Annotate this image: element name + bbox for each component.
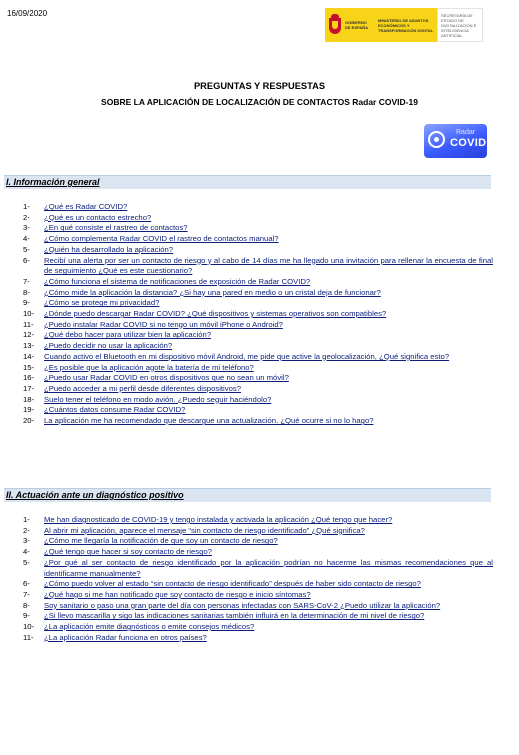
faq-item [23,256,493,277]
faq-number: 11- [23,319,34,329]
faq-question-link[interactable]: Me han diagnosticado de COVID-19 y tengo instalada y activada la aplicación ¿Qué tengo que hacer? [44,515,393,524]
faq-item [23,558,493,579]
faq-number: 6- [23,579,30,589]
faq-number: 19- [23,405,35,415]
faq-question-link[interactable]: Suelo tener el teléfono en modo avión. ¿Puedo seguir haciéndolo? [44,394,272,404]
faq-question-link[interactable]: ¿Puedo acceder a mi perfil desde diferentes dispositivos? [44,383,241,393]
section-header-diagnosis [4,488,491,502]
radar-covid-logo [424,124,487,158]
faq-question-link[interactable]: Soy sanitario o paso una gran parte del día con personas infectadas con SARS-CoV-2 ¿Puedo utilizar la aplicación? [44,600,441,610]
faq-item [23,633,493,644]
faq-question-link[interactable]: ¿Cuántos datos consume Radar COVID? [44,405,186,415]
faq-number: 13- [23,341,35,351]
faq-number: 5- [23,244,30,254]
faq-item [23,277,493,288]
faq-number: 1- [23,202,30,211]
faq-number: 3- [23,223,30,233]
faq-number: 10- [23,622,35,632]
faq-question-link[interactable]: ¿Dónde puedo descargar Radar COVID? ¿Qué dispositivos y sistemas operativos son compatibles? [44,309,387,319]
page-title: PREGUNTAS Y RESPUESTAS [193,81,326,91]
faq-question-link[interactable]: ¿Cómo puedo volver al estado “sin contacto de riesgo identificado” después de haber sido contacto de riesgo? [44,579,421,589]
faq-number: 9- [23,298,30,308]
faq-item [23,536,493,547]
faq-question-link[interactable]: Al abrir mi aplicación, aparece el mensaje “sin contacto de riesgo identificado” ¿Qué significa? [44,525,365,535]
faq-number: 1- [23,515,30,524]
faq-question-link[interactable]: ¿Qué tengo que hacer si soy contacto de riesgo? [44,547,212,557]
coat-of-arms-icon [328,14,342,36]
faq-question-link[interactable]: ¿Quién ha desarrollado la aplicación? [44,244,174,254]
logo-text-big: COVID [450,137,487,149]
government-header-logo [325,8,501,42]
faq-item [23,416,493,427]
section-title-general: I. Información general [6,177,100,187]
faq-question-link[interactable]: ¿Cómo me llegaría la notificación de que soy un contacto de riesgo? [44,536,278,546]
faq-item [23,601,493,612]
faq-question-link[interactable]: ¿La aplicación emite diagnósticos o emite consejos médicos? [44,622,255,632]
faq-question-link[interactable]: ¿La aplicación Radar funciona en otros países? [44,632,207,642]
faq-number: 18- [23,394,35,404]
faq-number: 7- [23,276,30,286]
faq-item [23,579,493,590]
faq-item [23,213,493,224]
faq-item [23,245,493,256]
faq-number: 4- [23,234,30,244]
faq-question-link[interactable]: ¿Cómo mide la aplicación la distancia? ¿Si hay una pared en medio o un cristal deja de funcionar? [44,287,381,297]
faq-item [23,363,493,374]
gobierno-label: GOBIERNO DE ESPAÑA [345,20,369,30]
faq-number: 15- [23,362,35,372]
faq-number: 6- [23,255,30,265]
secretaria-label: SECRETARÍA DE ESTADO DE DIGITALIZACIÓN E INTELIGENCIA ARTIFICIAL [441,12,477,38]
faq-item [23,202,493,213]
faq-question-link[interactable]: ¿Qué hago si me han notificado que soy contacto de riesgo e inicio síntomas? [44,589,311,599]
faq-item [23,288,493,299]
faq-question-link[interactable]: ¿Qué es Radar COVID? [44,202,128,211]
faq-item [23,298,493,309]
faq-item [23,309,493,320]
faq-number: 14- [23,351,35,361]
faq-question-link[interactable]: ¿Puedo usar Radar COVID en otros dispositivos que no sean un móvil? [44,373,289,383]
faq-number: 9- [23,611,30,621]
faq-question-link[interactable]: ¿Si llevo mascarilla y sigo las indicaciones sanitarias también influirá en la determinación de mi nivel de riesgo? [44,611,425,621]
faq-number: 4- [23,547,30,557]
faq-list-general [23,202,493,427]
faq-question-link[interactable]: La aplicación me ha recomendado que descargue una actualización. ¿Qué ocurre si no lo hago? [44,416,374,426]
faq-item [23,515,493,526]
faq-number: 10- [23,309,35,319]
faq-number: 11- [23,632,34,642]
faq-item [23,590,493,601]
faq-question-link[interactable]: ¿Puedo decidir no usar la aplicación? [44,341,173,351]
faq-number: 16- [23,373,35,383]
faq-item [23,320,493,331]
page-subtitle: SOBRE LA APLICACIÓN DE LOCALIZACIÓN DE CONTACTOS Radar COVID-19 [101,97,418,107]
faq-number: 3- [23,536,30,546]
faq-item [23,373,493,384]
faq-number: 8- [23,287,30,297]
section-title-diagnosis: II. Actuación ante un diagnóstico positivo [6,490,184,500]
faq-item [23,352,493,363]
faq-item [23,405,493,416]
faq-question-link[interactable]: ¿Por qué al ser contacto de riesgo identificado por la aplicación podrían no hacerme las mismas recomendaciones que al identificarme manualmente? [44,557,493,578]
faq-question-link[interactable]: Cuando activo el Bluetooth en mi dispositivo móvil Android, me pide que active la geolocalización, ¿Qué significa esto? [44,351,450,361]
section-header-general [4,175,491,189]
faq-number: 7- [23,589,30,599]
faq-item [23,223,493,234]
faq-question-link[interactable]: ¿Qué es un contacto estrecho? [44,212,152,222]
faq-item [23,611,493,622]
faq-question-link[interactable]: ¿Puedo instalar Radar COVID si no tengo un móvil iPhone o Android? [44,319,283,329]
faq-number: 5- [23,557,30,567]
faq-item [23,341,493,352]
faq-question-link[interactable]: ¿Es posible que la aplicación agote la batería de mi teléfono? [44,362,254,372]
faq-item [23,234,493,245]
gobierno-block [325,8,437,42]
faq-number: 17- [23,383,35,393]
document-date: 16/09/2020 [7,9,48,18]
faq-item [23,526,493,537]
ministerio-label: MINISTERIO DE ASUNTOS ECONÓMICOS Y TRANSFORMACIÓN DIGITAL [378,17,434,33]
faq-number: 12- [23,330,35,340]
faq-question-link[interactable]: ¿Cómo complementa Radar COVID el rastreo de contactos manual? [44,234,279,244]
faq-question-link[interactable]: ¿Cómo se protege mi privacidad? [44,298,160,308]
faq-question-link[interactable]: ¿En qué consiste el rastreo de contactos? [44,223,188,233]
faq-number: 2- [23,212,30,222]
faq-question-link[interactable]: ¿Qué debo hacer para utilizar bien la aplicación? [44,330,212,340]
secretaria-block [437,8,483,42]
faq-question-link[interactable]: ¿Cómo funciona el sistema de notificaciones de exposición de Radar COVID? [44,276,311,286]
faq-item [23,330,493,341]
faq-item [23,547,493,558]
faq-question-link[interactable]: Recibí una alerta por ser un contacto de riesgo y al cabo de 14 días me ha llegado una invitación para rellenar la encuesta de final de seguimiento ¿Qué es este cuestionario? [44,255,493,276]
logo-text-small: Radar [456,129,476,136]
faq-item [23,622,493,633]
faq-number: 2- [23,525,30,535]
faq-list-diagnosis [23,515,493,643]
faq-item [23,384,493,395]
faq-number: 8- [23,600,30,610]
faq-number: 20- [23,416,35,426]
faq-item [23,395,493,406]
radar-icon [428,131,445,148]
